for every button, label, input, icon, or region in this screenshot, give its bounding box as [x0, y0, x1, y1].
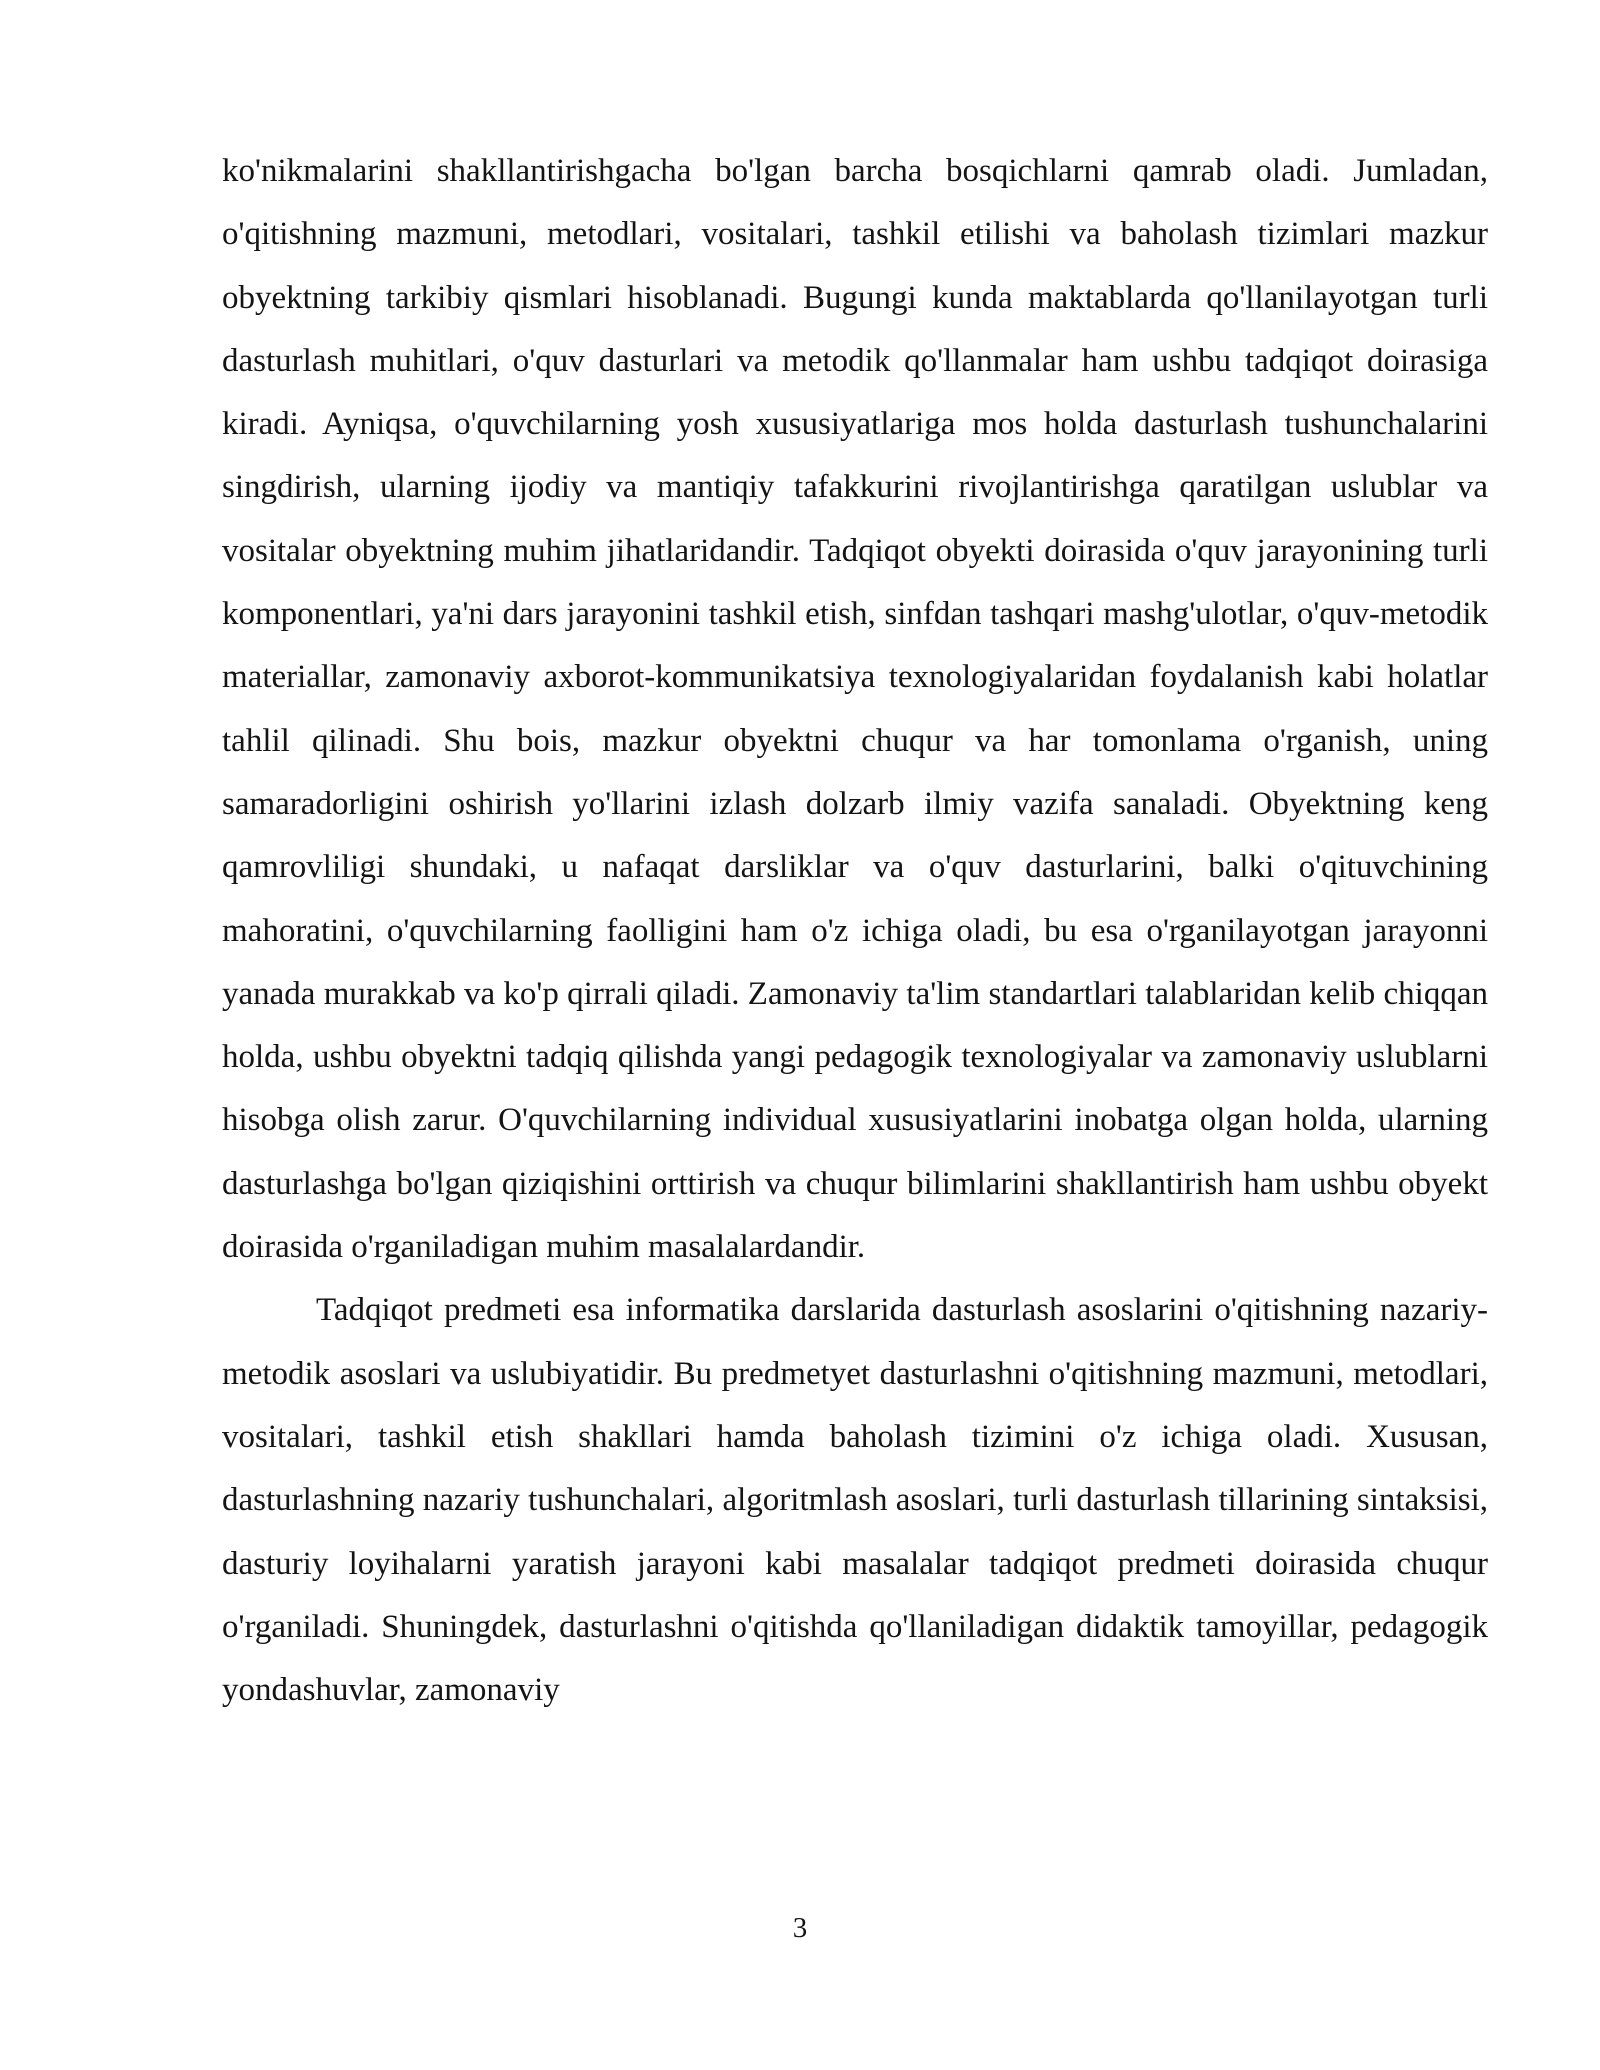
page-number: 3 [792, 1912, 808, 1944]
paragraph-1: ko'nikmalarini shakllantirishgacha bo'lgan barcha bosqichlarni qamrab oladi. Jumladan, o'qitishning mazmuni, metodlari, vositalari, tashkil etilishi va baholash tizimlari mazkur obyektning tarkibiy qismlari hisoblanadi. Bugungi kunda maktablarda qo'llanilayotgan turli dasturlash muhitlari, o'quv dasturlari va metodik qo'llanmalar ham ushbu tadqiqot doirasiga kiradi. Ayniqsa, o'quvchilarning yosh xususiyatlariga mos holda dasturlash tushunchalarini singdirish, ularning ijodiy va mantiqiy tafakkurini rivojlantirishga qaratilgan uslublar va vositalar obyektning muhim jihatlaridandir. Tadqiqot obyekti doirasida o'quv jarayonining turli komponentlari, ya'ni dars jarayonini tashkil etish, sinfdan tashqari mashg'ulotlar, o'quv-metodik materiallar, zamonaviy axborot-kommunikatsiya texnologiyalaridan foydalanish kabi holatlar tahlil qilinadi. Shu bois, mazkur obyektni chuqur va har tomonlama o'rganish, uning samaradorligini oshirish yo'llarini izlash dolzarb ilmiy vazifa sanaladi. Obyektning keng qamrovliligi shundaki, u nafaqat darsliklar va o'quv dasturlarini, balki o'qituvchining mahoratini, o'quvchilarning faolligini ham o'z ichiga oladi, bu esa o'rganilayotgan jarayonni yanada murakkab va ko'p qirrali qiladi. Zamonaviy ta'lim standartlari talablaridan kelib chiqqan holda, ushbu obyektni tadqiq qilishda yangi pedagogik texnologiyalar va zamonaviy uslublarni hisobga olish zarur. O'quvchilarning individual xususiyatlarini inobatga olgan holda, ularning dasturlashga bo'lgan qiziqishini orttirish va chuqur bilimlarini shakllantirish ham ushbu obyekt doirasida o'rganiladigan muhim masalalardandir. [222, 153, 1488, 1266]
body-text [222, 140, 1488, 1722]
paragraph-2: Tadqiqot predmeti esa informatika darslarida dasturlash asoslarini o'qitishning nazariy-metodik asoslari va uslubiyatidir. Bu predmetyet dasturlashni o'qitishning mazmuni, metodlari, vositalari, tashkil etish shakllari hamda baholash tizimini o'z ichiga oladi. Xususan, dasturlashning nazariy tushunchalari, algoritmlash asoslari, turli dasturlash tillarining sintaksisi, dasturiy loyihalarni yaratish jarayoni kabi masalalar tadqiqot predmeti doirasida chuqur o'rganiladi. Shuningdek, dasturlashni o'qitishda qo'llaniladigan didaktik tamoyillar, pedagogik yondashuvlar, zamonaviy [222, 1292, 1488, 1709]
